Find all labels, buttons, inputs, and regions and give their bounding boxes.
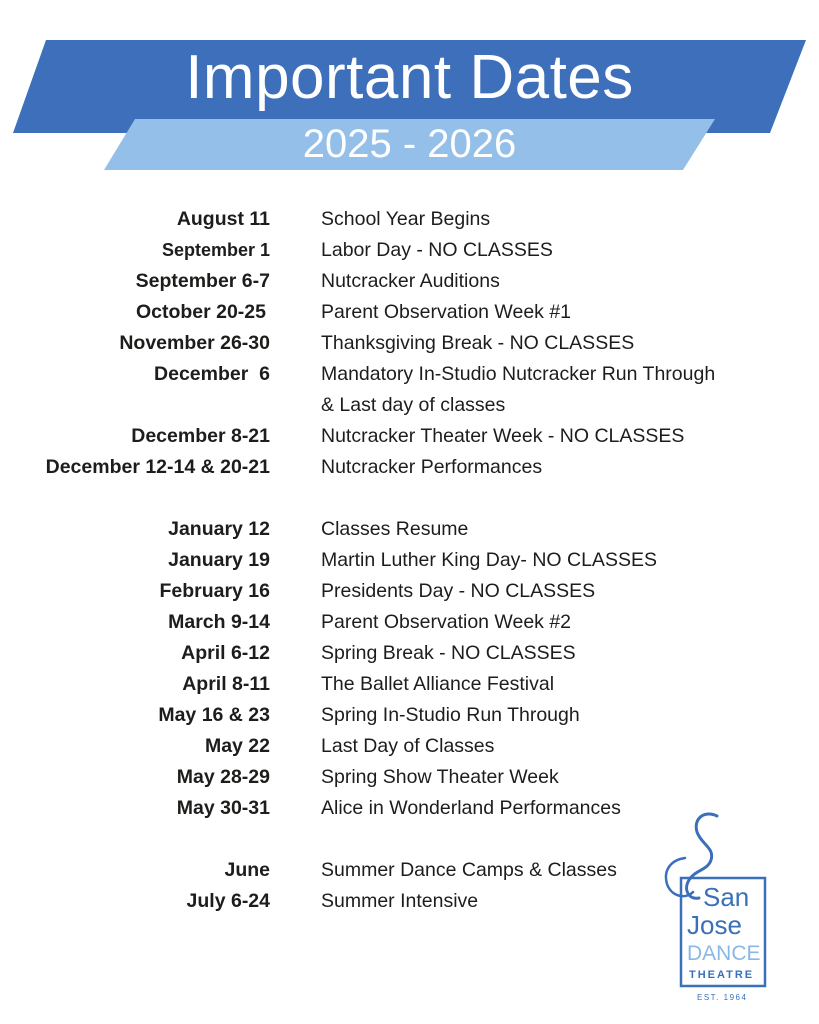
schedule-date: April 6-12 xyxy=(181,642,270,664)
schedule-date: August 11 xyxy=(176,208,270,230)
schedule-row xyxy=(0,328,819,358)
schedule-date: January 19 xyxy=(168,549,270,571)
logo-graphic xyxy=(655,808,775,1008)
schedule-event: Presidents Day - NO CLASSES xyxy=(321,580,596,602)
schedule-row xyxy=(0,669,819,699)
logo-word-dance: DANCE xyxy=(687,942,761,965)
schedule-row xyxy=(0,235,819,265)
schedule-date: May 30-31 xyxy=(176,797,270,819)
schedule-date: May 22 xyxy=(204,735,270,757)
schedule-date: September 1 xyxy=(161,240,270,260)
san-jose-dance-theatre-logo xyxy=(655,808,775,1008)
schedule-event: Nutcracker Theater Week - NO CLASSES xyxy=(321,425,685,447)
schedule-row xyxy=(0,204,819,234)
schedule-date: April 8-11 xyxy=(182,673,270,695)
schedule-event: Martin Luther King Day- NO CLASSES xyxy=(321,549,657,571)
schedule-date: November 26-30 xyxy=(119,332,270,354)
schedule-event: Alice in Wonderland Performances xyxy=(321,797,621,819)
logo-word-jose: Jose xyxy=(687,910,742,940)
schedule-event: Summer Dance Camps & Classes xyxy=(321,859,617,881)
schedule-date: December 8-21 xyxy=(131,425,270,447)
schedule-event: Parent Observation Week #1 xyxy=(321,301,572,323)
schedule-date: February 16 xyxy=(159,580,270,602)
schedule-row xyxy=(0,576,819,606)
schedule-row xyxy=(0,421,819,451)
schedule-row xyxy=(0,297,819,327)
schedule-row xyxy=(0,731,819,761)
schedule-row xyxy=(0,700,819,730)
schedule-row xyxy=(0,607,819,637)
schedule-event: Thanksgiving Break - NO CLASSES xyxy=(321,332,635,354)
schedule-event: Summer Intensive xyxy=(321,890,479,912)
page-subtitle: 2025 - 2026 xyxy=(302,122,517,166)
schedule-event: Nutcracker Auditions xyxy=(321,270,500,292)
logo-est: EST. 1964 xyxy=(697,993,748,1002)
schedule-event: School Year Begins xyxy=(321,208,491,230)
schedule-row xyxy=(0,452,819,482)
header-banner xyxy=(0,0,819,180)
schedule-row xyxy=(0,545,819,575)
schedule-date: September 6-7 xyxy=(135,270,270,292)
schedule-date: June xyxy=(224,859,270,881)
schedule-date: May 28-29 xyxy=(176,766,270,788)
schedule-row xyxy=(0,390,819,420)
schedule-event: Spring In-Studio Run Through xyxy=(321,704,580,726)
schedule-event: Parent Observation Week #2 xyxy=(321,611,572,633)
schedule-event: Classes Resume xyxy=(321,518,469,540)
schedule-event: & Last day of classes xyxy=(321,394,506,416)
schedule-date: December 6 xyxy=(154,363,270,385)
schedule-event: Last Day of Classes xyxy=(321,735,495,757)
schedule-event: Nutcracker Performances xyxy=(321,456,543,478)
schedule-event: Spring Show Theater Week xyxy=(321,766,559,788)
schedule-event: The Ballet Alliance Festival xyxy=(321,673,555,695)
schedule-date: January 12 xyxy=(168,518,270,540)
schedule-date: December 12-14 & 20-21 xyxy=(45,456,270,478)
schedule-event: Spring Break - NO CLASSES xyxy=(321,642,576,664)
schedule-date: July 6-24 xyxy=(186,890,270,912)
schedule-event: Mandatory In-Studio Nutcracker Run Through xyxy=(321,363,716,385)
logo-word-san: San xyxy=(703,882,750,912)
schedule-row xyxy=(0,762,819,792)
logo-word-theatre: THEATRE xyxy=(689,969,755,981)
schedule-date: May 16 & 23 xyxy=(158,704,270,726)
schedule-row xyxy=(0,359,819,389)
page-title: Important Dates xyxy=(185,43,634,112)
schedule-row xyxy=(0,266,819,296)
schedule-date: March 9-14 xyxy=(168,611,270,633)
schedule-row xyxy=(0,638,819,668)
schedule-event: Labor Day - NO CLASSES xyxy=(321,239,553,261)
schedule-row xyxy=(0,514,819,544)
schedule-date: October 20-25 xyxy=(135,301,266,323)
